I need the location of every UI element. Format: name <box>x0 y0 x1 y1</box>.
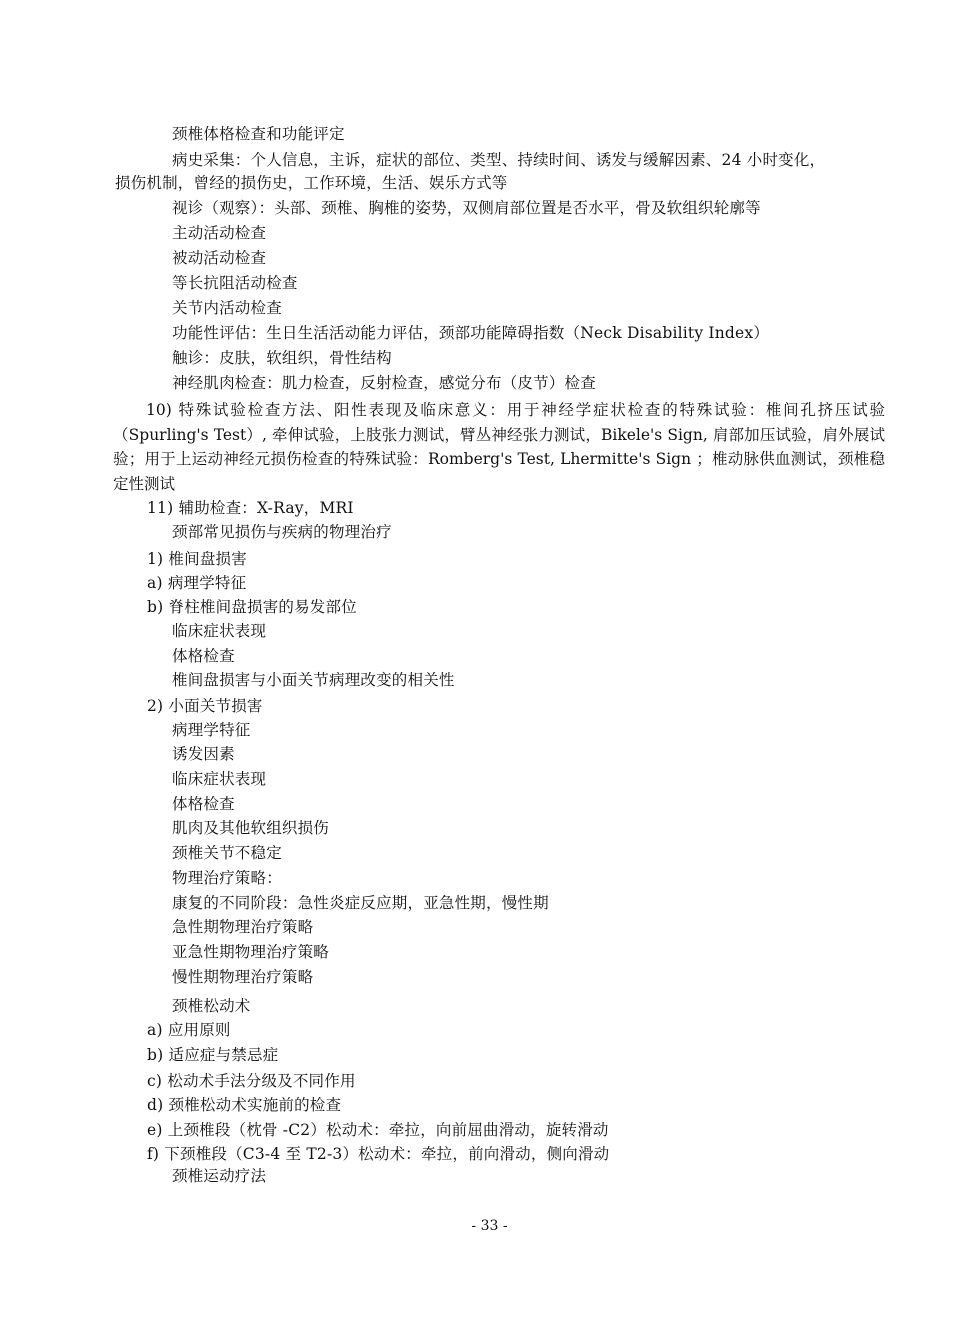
section-heading: 颈椎体格检查和功能评定 <box>172 125 345 143</box>
text-line: 视诊（观察）：头部、颈椎、胸椎的姿势，双侧肩部位置是否水平，骨及软组织轮廓等 <box>172 199 761 217</box>
list-item: b) 脊柱椎间盘损害的易发部位 <box>147 598 357 616</box>
text-line: 被动活动检查 <box>172 249 267 267</box>
text-line: 病理学特征 <box>172 721 251 739</box>
list-item: 1) 椎间盘损害 <box>147 550 247 568</box>
text-line: 肌肉及其他软组织损伤 <box>172 819 330 837</box>
text-line: 康复的不同阶段：急性炎症反应期，亚急性期，慢性期 <box>172 894 549 912</box>
section-heading: 颈椎松动术 <box>172 997 251 1015</box>
text-line: 慢性期物理治疗策略 <box>172 968 314 986</box>
list-item: b) 适应症与禁忌症 <box>147 1046 279 1064</box>
text-line: 触诊：皮肤，软组织，骨性结构 <box>172 349 392 367</box>
text-line: 临床症状表现 <box>172 622 267 640</box>
list-item: d) 颈椎松动术实施前的检查 <box>147 1096 342 1114</box>
list-item: f) 下颈椎段（C3-4 至 T2-3）松动术：牵拉，前向滑动，侧向滑动 <box>147 1145 610 1163</box>
text-line: 11) 辅助检查：X-Ray，MRI <box>147 499 354 517</box>
list-item: a) 应用原则 <box>147 1021 231 1039</box>
paragraph-special-tests: 10) 特殊试验检查方法、阳性表现及临床意义：用于神经学症状检查的特殊试验：椎间孔挤压试验（Spurling's Test）, 牵伸试验，上肢张力测试，臂丛神经张力测试，Bikele's Sign, 肩部加压试验，肩外展试验；用于上运动神经元损伤检查的特殊试验：Romberg's Test, Lhermitte's Sign ；椎动脉供血测试，颈椎稳定性测试 <box>113 401 885 493</box>
text-line: 体格检查 <box>172 647 235 665</box>
text-line: 功能性评估：生日生活活动能力评估，颈部功能障碍指数（Neck Disability Index） <box>172 324 770 342</box>
text-line: 病史采集：个人信息，主诉，症状的部位、类型、持续时间、诱发与缓解因素、24 小时变化， <box>172 151 826 169</box>
text-line: 临床症状表现 <box>172 770 267 788</box>
text-line: 急性期物理治疗策略 <box>172 918 314 936</box>
text-line: 颈椎运动疗法 <box>172 1167 267 1185</box>
list-item: 2) 小面关节损害 <box>147 697 263 715</box>
text-line: 关节内活动检查 <box>172 299 282 317</box>
text-line: 等长抗阻活动检查 <box>172 274 298 292</box>
list-item: e) 上颈椎段（枕骨 -C2）松动术：牵拉，向前屈曲滑动，旋转滑动 <box>147 1121 609 1139</box>
text-line: 颈椎关节不稳定 <box>172 844 282 862</box>
text-line: 神经肌肉检查：肌力检查，反射检查，感觉分布（皮节）检查 <box>172 374 596 392</box>
list-item: a) 病理学特征 <box>147 574 247 592</box>
text-line: 损伤机制，曾经的损伤史，工作环境，生活、娱乐方式等 <box>115 174 508 192</box>
text-line: 物理治疗策略： <box>172 869 282 887</box>
text-line: 诱发因素 <box>172 745 235 763</box>
text-line: 椎间盘损害与小面关节病理改变的相关性 <box>172 671 455 689</box>
section-heading: 颈部常见损伤与疾病的物理治疗 <box>172 523 392 541</box>
text-line: 亚急性期物理治疗策略 <box>172 943 330 961</box>
text-line: 体格检查 <box>172 795 235 813</box>
text-line: 主动活动检查 <box>172 224 267 242</box>
list-item: c) 松动术手法分级及不同作用 <box>147 1072 356 1090</box>
page-number: - 33 - <box>471 1218 508 1234</box>
